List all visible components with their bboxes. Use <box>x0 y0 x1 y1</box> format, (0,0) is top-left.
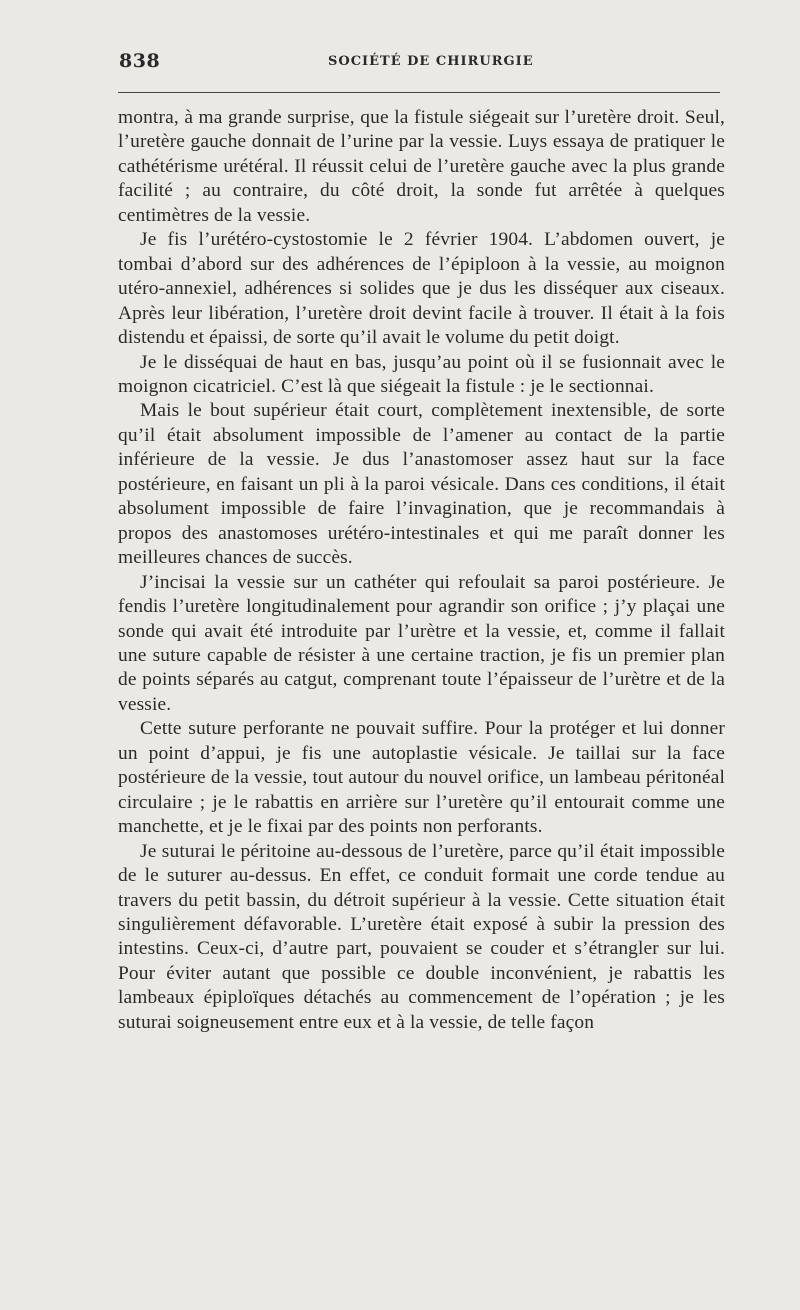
header-rule <box>118 92 720 93</box>
paragraph: Je le disséquai de haut en bas, jusqu’au point où il se fusionnait avec le moignon cicatriciel. C’est là que siégeait la fistule : je le sectionnai. <box>118 351 725 397</box>
paragraph: Mais le bout supérieur était court, complètement inextensible, de sorte qu’il était absolument impossible de l’amener au contact de la partie inférieure de la vessie. Je dus l’anastomoser assez haut sur la face postérieure, en faisant un pli à la paroi vésicale. Dans ces conditions, il était absolument impossible de faire l’invagination, que je recommandais à propos des anastomoses urétéro-intestinales et qui me paraît donner les meilleures chances de succès. <box>118 400 725 569</box>
running-title: SOCIÉTÉ DE CHIRURGIE <box>328 54 534 69</box>
paragraph: Cette suture perforante ne pouvait suffire. Pour la protéger et lui donner un point d’appui, je fis une autoplastie vésicale. Je taillai sur la face postérieure de la vessie, tout autour du nouvel orifice, un lambeau péritonéal circulaire ; je le rabattis en arrière sur l’uretère qu’il entourait comme une manchette, et je le fixai par des points non perforants. <box>118 718 725 838</box>
paragraph: Je suturai le péritoine au-dessous de l’uretère, parce qu’il était impossible de le suturer au-dessus. En effet, ce conduit formait une corde tendue au travers du petit bassin, du détroit supérieur à la vessie. Cette situation était singulièrement défavorable. L’uretère était exposé à subir la pression des intestins. Ceux-ci, d’autre part, pouvaient se couder et s’étrangler sur lui. Pour éviter autant que possible ce double inconvénient, je rabattis les lambeaux épiploïques détachés au commencement de l’opération ; je les suturai soigneusement entre eux et à la vessie, de telle façon <box>118 840 725 1033</box>
paragraph-continued: montra, à ma grande surprise, que la fistule siégeait sur l’uretère droit. Seul, l’uretère gauche donnait de l’urine par la vessie. Luys essaya de pratiquer le cathétérisme urétéral. Il réussit celui de l’uretère gauche avec la plus grande facilité ; au contraire, du côté droit, la sonde fut arrêtée à quelques centimètres de la vessie. <box>118 107 725 226</box>
body-text <box>118 106 725 1035</box>
page-header <box>116 44 722 84</box>
paragraph: Je fis l’urétéro-cystostomie le 2 février 1904. L’abdomen ouvert, je tombai d’abord sur des adhérences de l’épiploon à la vessie, au moignon utéro-annexiel, adhérences si solides que je dus les disséquer aux ciseaux. Après leur libération, l’uretère droit devint facile à trouver. Il était à la fois distendu et épaissi, de sorte qu’il avait le volume du petit doigt. <box>118 229 725 349</box>
page-number: 838 <box>119 50 161 72</box>
paragraph: J’incisai la vessie sur un cathéter qui refoulait sa paroi postérieure. Je fendis l’uretère longitudinalement pour agrandir son orifice ; j’y plaçai une sonde qui avait été introduite par l’urètre et la vessie, et, comme il fallait une suture capable de résister à une certaine traction, je fis un premier plan de points séparés au catgut, comprenant toute l’épaisseur de l’urètre et de la vessie. <box>118 571 725 715</box>
